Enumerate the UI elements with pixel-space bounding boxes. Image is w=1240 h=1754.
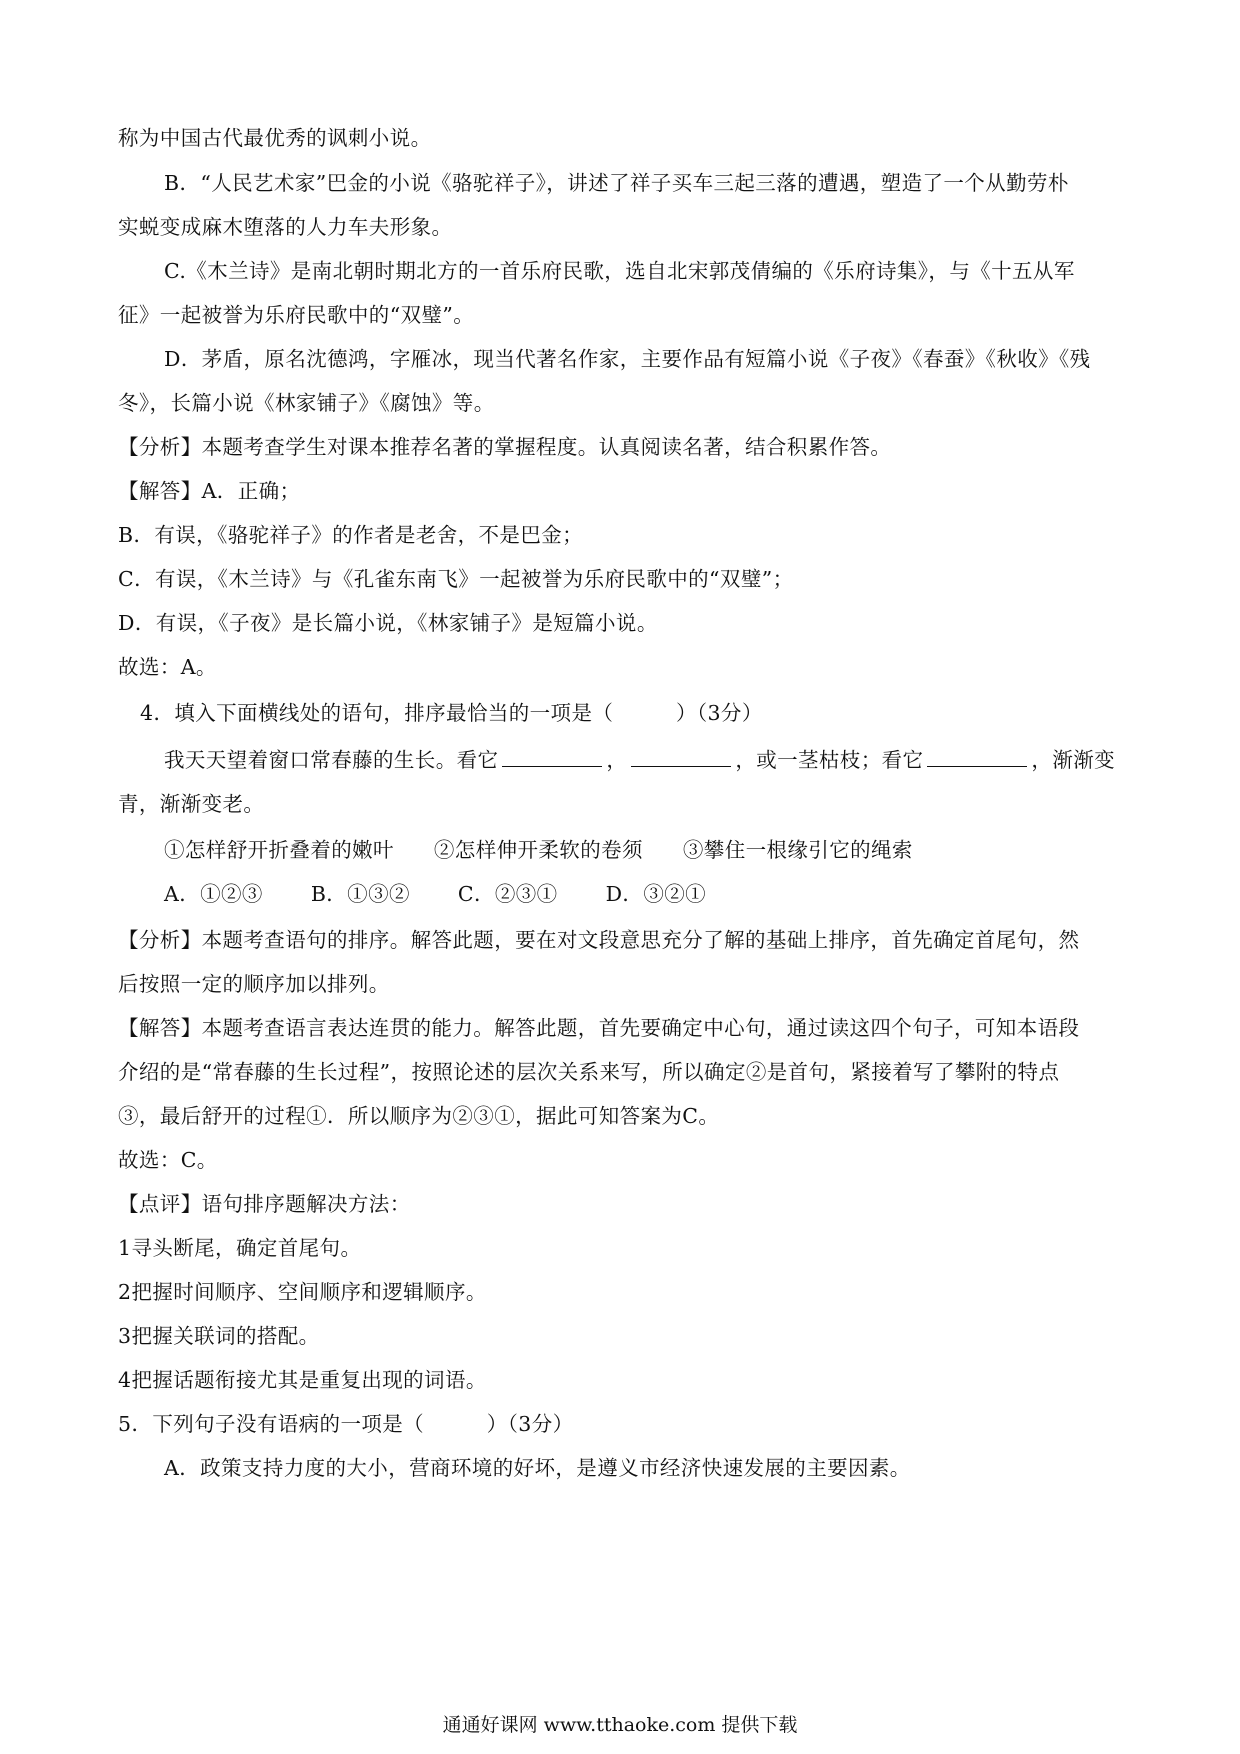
analysis-line: 【分析】本题考查语句的排序。解答此题，要在对文段意思充分了解的基础上排序，首先确定首尾句，然	[118, 928, 1080, 952]
sentence-3: ③攀住一根缘引它的绳索	[682, 838, 913, 862]
option-d-line: D．茅盾，原名沈德鸿，字雁冰，现当代著名作家，主要作品有短篇小说《子夜》《春蚕》《秋收》《残	[164, 347, 1091, 371]
question-4: 4．填入下面横线处的语句，排序最恰当的一项是（ ）（3分）	[140, 701, 763, 725]
passage-part: ，	[606, 748, 628, 772]
text-line: 征》一起被誉为乐府民歌中的“双璧”。	[118, 303, 475, 327]
method-item: 1寻头断尾，确定首尾句。	[118, 1236, 362, 1260]
text-line: 称为中国古代最优秀的讽刺小说。	[118, 126, 432, 150]
option-c-line: C.《木兰诗》是南北朝时期北方的一首乐府民歌，选自北宋郭茂倩编的《乐府诗集》，与《十五从军	[164, 259, 1075, 283]
text-line: 后按照一定的顺序加以排列。	[118, 972, 390, 996]
method-item: 3把握关联词的搭配。	[118, 1324, 320, 1348]
text-line: D．有误，《子夜》是长篇小说，《林家铺子》是短篇小说。	[118, 611, 658, 635]
analysis-line: 【分析】本题考查学生对课本推荐名著的掌握程度。认真阅读名著，结合积累作答。	[118, 435, 892, 459]
passage-part: ，渐渐变	[1031, 748, 1116, 772]
option-b-line: B．“人民艺术家”巴金的小说《骆驼祥子》，讲述了祥子买车三起三落的遭遇，塑造了一个从勤劳朴	[164, 171, 1069, 195]
answer-options	[164, 879, 706, 909]
option-b: B．①③②	[310, 882, 410, 906]
text-line: 青，渐渐变老。	[118, 792, 265, 816]
method-item: 4把握话题衔接尤其是重复出现的词语。	[118, 1368, 487, 1392]
answer-line: 【解答】本题考查语言表达连贯的能力。解答此题，首先要确定中心句，通过读这四个句子，可知本语段	[118, 1016, 1080, 1040]
option-a-line: A．政策支持力度的大小，营商环境的好坏，是遵义市经济快速发展的主要因素。	[164, 1456, 911, 1480]
choice-line: 故选：A。	[118, 655, 217, 679]
question-5: 5．下列句子没有语病的一项是（ ）（3分）	[118, 1412, 574, 1436]
text-line: ③，最后舒开的过程①．所以顺序为②③①，据此可知答案为C。	[118, 1104, 720, 1128]
text-line: 冬》，长篇小说《林家铺子》《腐蚀》等。	[118, 391, 495, 415]
fill-blank-passage	[164, 745, 1115, 775]
choice-line: 故选：C。	[118, 1148, 218, 1172]
sentence-options	[164, 835, 913, 865]
passage-part: 我天天望着窗口常春藤的生长。看它	[164, 748, 499, 772]
blank-1	[502, 748, 602, 767]
option-a: A．①②③	[164, 882, 263, 906]
comment-line: 【点评】语句排序题解决方法：	[118, 1192, 411, 1216]
text-line: 介绍的是“常春藤的生长过程”，按照论述的层次关系来写，所以确定②是首句，紧接着写了攀附的特点	[118, 1060, 1060, 1084]
answer-line: 【解答】A．正确；	[118, 479, 301, 503]
sentence-1: ①怎样舒开折叠着的嫩叶	[164, 838, 394, 862]
text-line: C．有误，《木兰诗》与《孔雀东南飞》一起被誉为乐府民歌中的“双璧”；	[118, 567, 794, 591]
option-c: C．②③①	[457, 882, 558, 906]
option-d: D．③②①	[605, 882, 707, 906]
blank-2	[631, 748, 731, 767]
page-footer: 通通好课网 www.tthaoke.com 提供下载	[442, 1714, 798, 1736]
text-line: 实蜕变成麻木堕落的人力车夫形象。	[118, 215, 453, 239]
blank-3	[927, 748, 1027, 767]
passage-part: ，或一茎枯枝；看它	[735, 748, 924, 772]
sentence-2: ②怎样伸开柔软的卷须	[433, 838, 643, 862]
text-line: B．有误，《骆驼祥子》的作者是老舍，不是巴金；	[118, 523, 584, 547]
method-item: 2把握时间顺序、空间顺序和逻辑顺序。	[118, 1280, 487, 1304]
